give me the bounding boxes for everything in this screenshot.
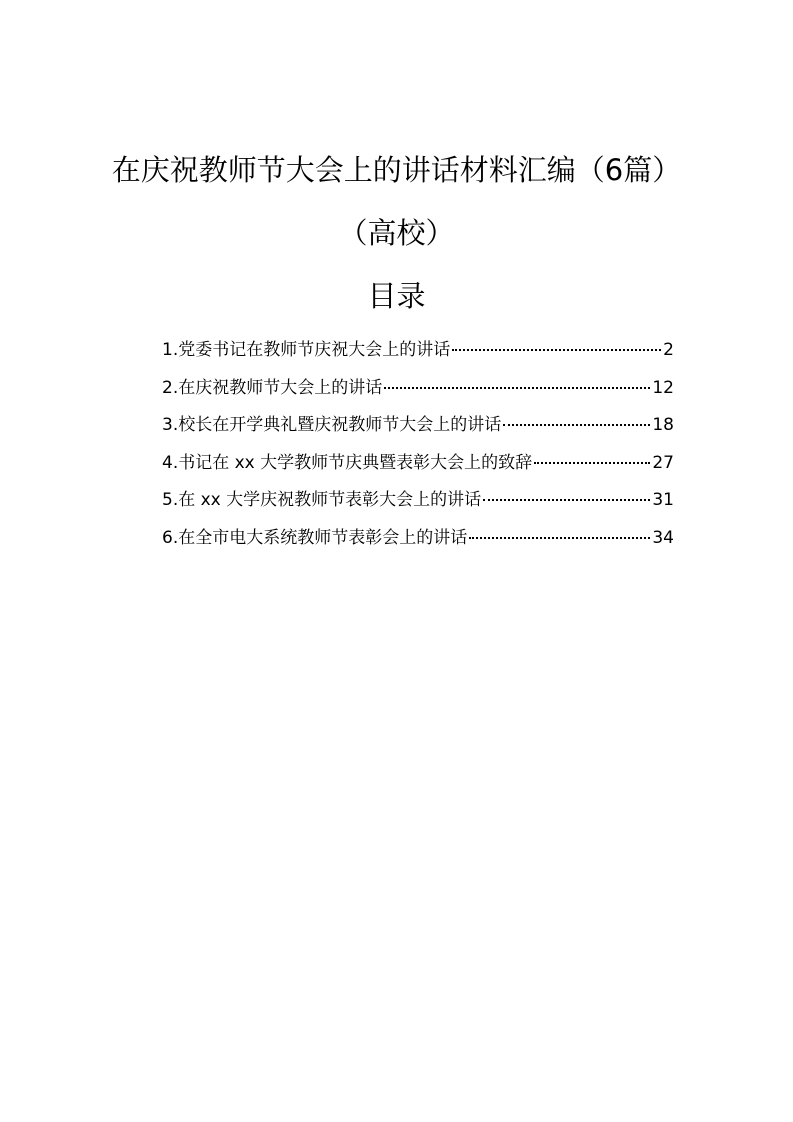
toc-item-text: 6.在全市电大系统教师节表彰会上的讲话: [162, 527, 468, 548]
toc-item-1[interactable]: [162, 332, 674, 370]
toc-heading: 目录: [367, 279, 426, 313]
toc-dot-leader: [503, 424, 650, 426]
toc-item-text: 2.在庆祝教师节大会上的讲话: [162, 377, 383, 398]
toc-page-number: 31: [652, 490, 674, 510]
toc-item-4[interactable]: [162, 445, 674, 483]
toc-item-6[interactable]: [162, 520, 674, 558]
toc-page-number: 2: [663, 340, 674, 360]
toc-item-text: 4.书记在 xx 大学教师节庆典暨表彰大会上的致辞: [162, 452, 533, 473]
toc-page-number: 27: [652, 452, 674, 473]
toc-dot-leader: [452, 349, 661, 351]
toc-item-2[interactable]: [162, 370, 674, 408]
toc-dot-leader: [469, 537, 650, 539]
toc-page-number: 12: [652, 377, 674, 398]
toc-item-text: 3.校长在开学典礼暨庆祝教师节大会上的讲话: [162, 415, 502, 435]
table-of-contents: [162, 332, 674, 557]
toc-item-3[interactable]: [162, 407, 674, 445]
toc-dot-leader: [483, 499, 650, 501]
document-title: 在庆祝教师节大会上的讲话材料汇编（6篇）: [111, 153, 682, 187]
toc-page-number: 34: [652, 527, 674, 548]
toc-page-number: 18: [652, 415, 674, 435]
document-subtitle: （高校）: [338, 216, 455, 250]
toc-item-text: 5.在 xx 大学庆祝教师节表彰大会上的讲话: [162, 490, 482, 510]
toc-item-5[interactable]: [162, 482, 674, 520]
toc-item-text: 1.党委书记在教师节庆祝大会上的讲话: [162, 340, 451, 360]
toc-dot-leader: [384, 387, 650, 389]
toc-dot-leader: [534, 462, 650, 464]
